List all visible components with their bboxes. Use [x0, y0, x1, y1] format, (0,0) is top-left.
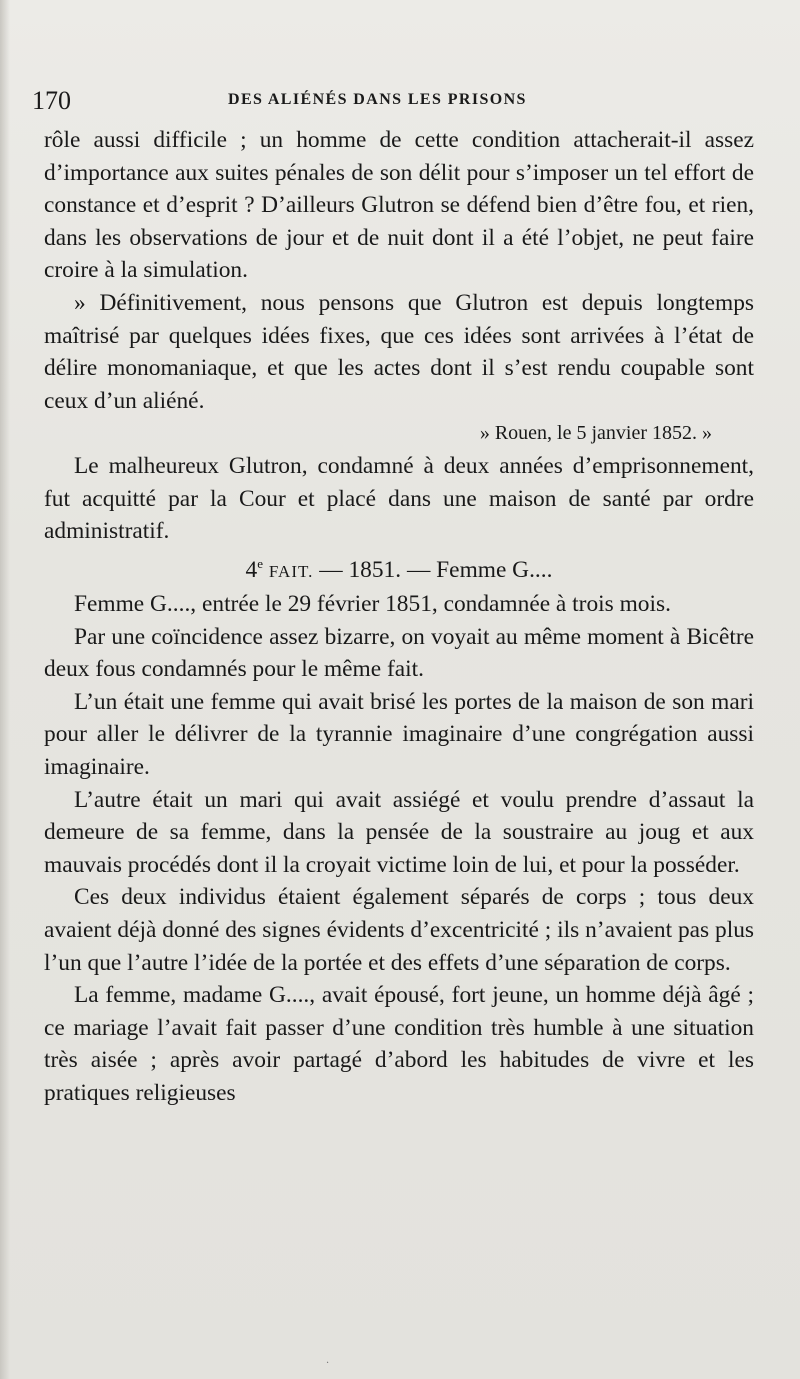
page-number: 170	[32, 86, 71, 115]
paragraph-continued: rôle aussi difficile ; un homme de cette condition attacherait-il assez d’importance aux suites pénales de son délit pour s’imposer un tel effort de constance et d’esprit ? D’ailleurs Glutron se défend bien d’être fou, et rien, dans les observations de jour et de nuit dont il a été l’objet, ne peut faire croire à la simulation.	[44, 127, 754, 284]
paragraph: Ces deux individus étaient également séparés de corps ; tous deux avaient déjà donné des signes évidents d’excentricité ; ils n’avaient pas plus l’un que l’autre l’idée de la portée et des effets d’une séparation de corps.	[44, 884, 754, 976]
heading-number: 4	[245, 556, 258, 583]
heading-rest: — 1851. — Femme G....	[313, 556, 553, 583]
paragraph: » Définitivement, nous pensons que Glutron est depuis longtemps maîtrisé par quelques idées fixes, que ces idées sont arrivées à l’état de délire monomaniaque, et que les actes dont il s’est rendu coupable sont ceux d’un aliéné.	[44, 289, 754, 414]
page-edge-shadow	[0, 0, 10, 1379]
page-header	[0, 86, 800, 116]
paragraph: L’autre était un mari qui avait assiégé et voulu prendre d’assaut la demeure de sa femme, dans la pensée de la soustraire au joug et aux mauvais procédés dont il la croyait victime loin de lui, et pour la posséder.	[44, 786, 754, 878]
paragraph: L’un était une femme qui avait brisé les portes de la maison de son mari pour aller le délivrer de la tyrannie imaginaire d’une congrégation aussi imaginaire.	[44, 688, 754, 781]
paragraph: Femme G...., entrée le 29 février 1851, condamnée à trois mois.	[74, 591, 671, 618]
page-speck: ·	[326, 1358, 330, 1369]
paragraph: Le malheureux Glutron, condamné à deux années d’emprisonnement, fut acquitté par la Cour et placé dans une maison de santé par ordre administratif.	[44, 452, 754, 545]
paragraph: La femme, madame G...., avait épousé, fort jeune, un homme déjà âgé ; ce mariage l’avait fait passer d’une condition très humble à une situation très aisée ; après avoir partagé d’abord les habitudes de vivre et les pratiques religieuses	[44, 982, 754, 1107]
paragraph: Par une coïncidence assez bizarre, on voyait au même moment à Bicêtre deux fous condamnés pour le même fait.	[44, 623, 754, 683]
running-head: DES ALIÉNÉS DANS LES PRISONS	[228, 91, 527, 108]
section-heading	[44, 548, 754, 588]
heading-ordinal: e	[257, 555, 263, 571]
heading-label: FAIT.	[268, 561, 314, 581]
report-signature: » Rouen, le 5 janvier 1852. »	[479, 422, 712, 445]
body-text	[44, 124, 754, 1110]
